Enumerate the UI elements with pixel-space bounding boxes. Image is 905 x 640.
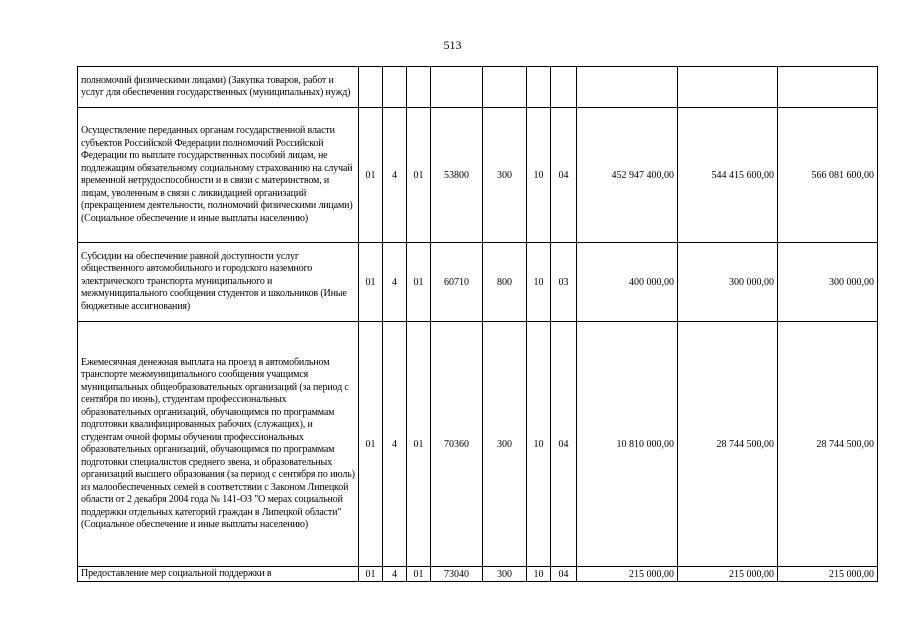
page-number: 513 [443, 38, 462, 52]
code-direction: 60710 [431, 243, 483, 322]
code-subsection: 04 [551, 108, 577, 243]
amount-year-2: 300 000,00 [678, 243, 778, 322]
code-expense-type: 300 [483, 322, 527, 567]
code-program: 01 [359, 108, 383, 243]
amount-year-1: 215 000,00 [577, 567, 678, 582]
amount-year-1: 10 810 000,00 [577, 322, 678, 567]
code-expense-type [483, 67, 527, 108]
code-subprogram: 4 [383, 243, 407, 322]
table-row [78, 67, 878, 108]
code-program: 01 [359, 567, 383, 582]
amount-year-3: 566 081 600,00 [778, 108, 878, 243]
code-subprogram: 4 [383, 567, 407, 582]
amount-year-2: 28 744 500,00 [678, 322, 778, 567]
code-section: 10 [527, 322, 551, 567]
code-expense-type: 300 [483, 108, 527, 243]
code-section: 10 [527, 567, 551, 582]
code-subsection: 03 [551, 243, 577, 322]
code-event: 01 [407, 322, 431, 567]
table-row [78, 567, 878, 582]
row-description: Ежемесячная денежная выплата на проезд в автомобильном транспорте межмуниципального сообщения учащимся муниципальных общеобразовательных организаций (за период с сентября по июнь), студентам профессиональных образовательных организаций, обучающимся по программам подготовки квалифицированных рабочих (служащих), и студентам очной формы обучения профессиональных образовательных организаций, обучающимся по программам подготовки специалистов среднего звена, и образовательных организаций высшего образования (за период с сентября по июль) из малообеспеченных семей в соответствии с Законом Липецкой области от 2 декабря 2004 года № 141-ОЗ "О мерах социальной поддержки отдельных категорий граждан в Липецкой области" (Социальное обеспечение и иные выплаты населению) [78, 322, 359, 567]
code-section: 10 [527, 243, 551, 322]
row-description: Субсидии на обеспечение равной доступности услуг общественного автомобильного и городского наземного электрического транспорта муниципального и межмуниципального сообщения студентов и школьников (Иные бюджетные ассигнования) [78, 243, 359, 322]
code-event: 01 [407, 243, 431, 322]
amount-year-2 [678, 67, 778, 108]
code-direction: 70360 [431, 322, 483, 567]
code-subsection: 04 [551, 567, 577, 582]
code-section: 10 [527, 108, 551, 243]
table-row [78, 243, 878, 322]
code-program: 01 [359, 322, 383, 567]
code-section [527, 67, 551, 108]
row-description: Осуществление переданных органам государственной власти субъектов Российской Федерации полномочий Российской Федерации по выплате государственных пособий лицам, не подлежащим обязательному социальному страхованию на случай временной нетрудоспособности и в связи с материнством, и лицам, уволенным в связи с ликвидацией организаций (прекращением деятельности, полномочий физическими лицами) (Социальное обеспечение и иные выплаты населению) [78, 108, 359, 243]
code-subprogram [383, 67, 407, 108]
code-direction [431, 67, 483, 108]
code-subprogram: 4 [383, 108, 407, 243]
code-expense-type: 300 [483, 567, 527, 582]
amount-year-1: 452 947 400,00 [577, 108, 678, 243]
code-event: 01 [407, 108, 431, 243]
code-subprogram: 4 [383, 322, 407, 567]
code-direction: 53800 [431, 108, 483, 243]
amount-year-3: 28 744 500,00 [778, 322, 878, 567]
code-subsection [551, 67, 577, 108]
code-subsection: 04 [551, 322, 577, 567]
amount-year-2: 215 000,00 [678, 567, 778, 582]
row-description: полномочий физическими лицами) (Закупка товаров, работ и услуг для обеспечения государственных (муниципальных) нужд) [78, 67, 359, 108]
code-expense-type: 800 [483, 243, 527, 322]
code-program [359, 67, 383, 108]
budget-table [77, 66, 878, 582]
amount-year-1 [577, 67, 678, 108]
code-event: 01 [407, 567, 431, 582]
amount-year-1: 400 000,00 [577, 243, 678, 322]
row-description: Предоставление мер социальной поддержки в [78, 567, 359, 582]
amount-year-2: 544 415 600,00 [678, 108, 778, 243]
code-program: 01 [359, 243, 383, 322]
code-direction: 73040 [431, 567, 483, 582]
amount-year-3 [778, 67, 878, 108]
table-row [78, 322, 878, 567]
amount-year-3: 300 000,00 [778, 243, 878, 322]
amount-year-3: 215 000,00 [778, 567, 878, 582]
code-event [407, 67, 431, 108]
table-row [78, 108, 878, 243]
